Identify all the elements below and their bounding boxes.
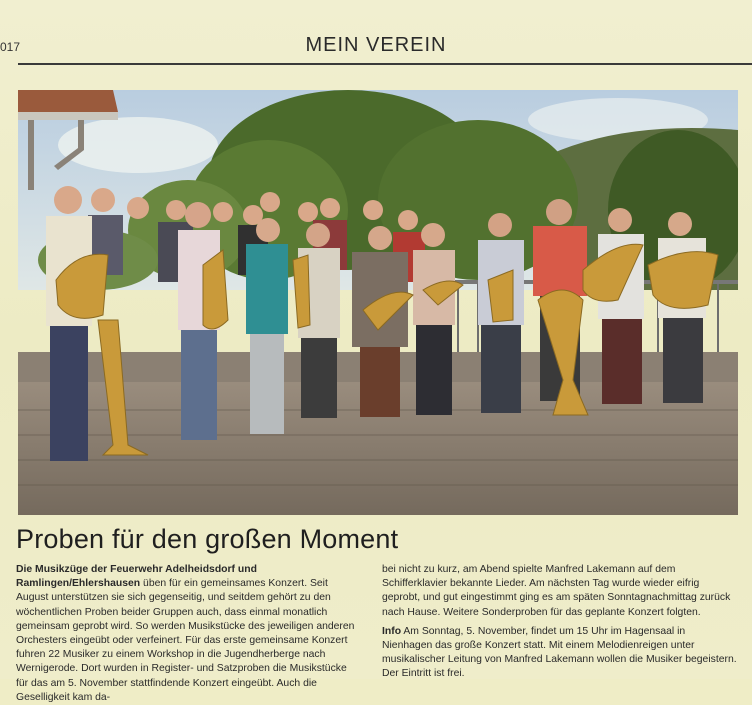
info-body: Am Sonntag, 5. November, findet um 15 Uhr im Hagensaal in Nienhagen das große Konzert statt. Mit einem Melodienreigen unter musikalischer Leitung von Manfred Lakemann wollen die Musiker begeistern. Der Eintritt ist frei. (382, 625, 737, 680)
section-title: MEIN VEREIN (305, 34, 447, 56)
page-header (0, 30, 752, 64)
page-number: 017 (0, 40, 21, 54)
group-photo (18, 90, 738, 515)
group-photo-musicians-icon (18, 90, 738, 515)
article-lead: Die Musikzüge der Feuerwehr Adelheidsdorf und Ramlingen/Ehlershausen (16, 564, 257, 590)
article-body-left: üben für ein gemeinsames Konzert. Seit August unterstützen sie sich gegenseitig, und seitdem gehört zu den wöchentlichen Proben beider Gruppen auch, dass einmal monatlich gemeinsam geprobt wird. So werden Musikstücke des jeweiligen anderen Orchesters eingeübt oder verfeinert. Für das erste gemeinsame Konzert fuhren 22 Musiker zu einem Workshop in die Jugendherberge nach Wernigerode. Dort wurden in Register- und Satzproben die Musikstücke für das am 5. November stattfindende Konzert eingeübt. Auch die Geselligkeit kam da- (16, 578, 355, 703)
article-column-left (16, 563, 361, 705)
info-label: Info (382, 625, 402, 637)
article-body-right: bei nicht zu kurz, am Abend spielte Manfred Lakemann auf dem Schifferklavier bekannte Lieder. Am nächsten Tag wurde wieder eifrig geprobt, und gut eingestimmt ging es am späten Sonntagnachmittag zurück nach Hause. Weitere Sonderproben für das geplante Konzert folgten. (382, 564, 731, 618)
article-headline: Proben für den großen Moment (16, 524, 399, 554)
article-column-right (382, 563, 738, 682)
header-rule (18, 63, 752, 65)
